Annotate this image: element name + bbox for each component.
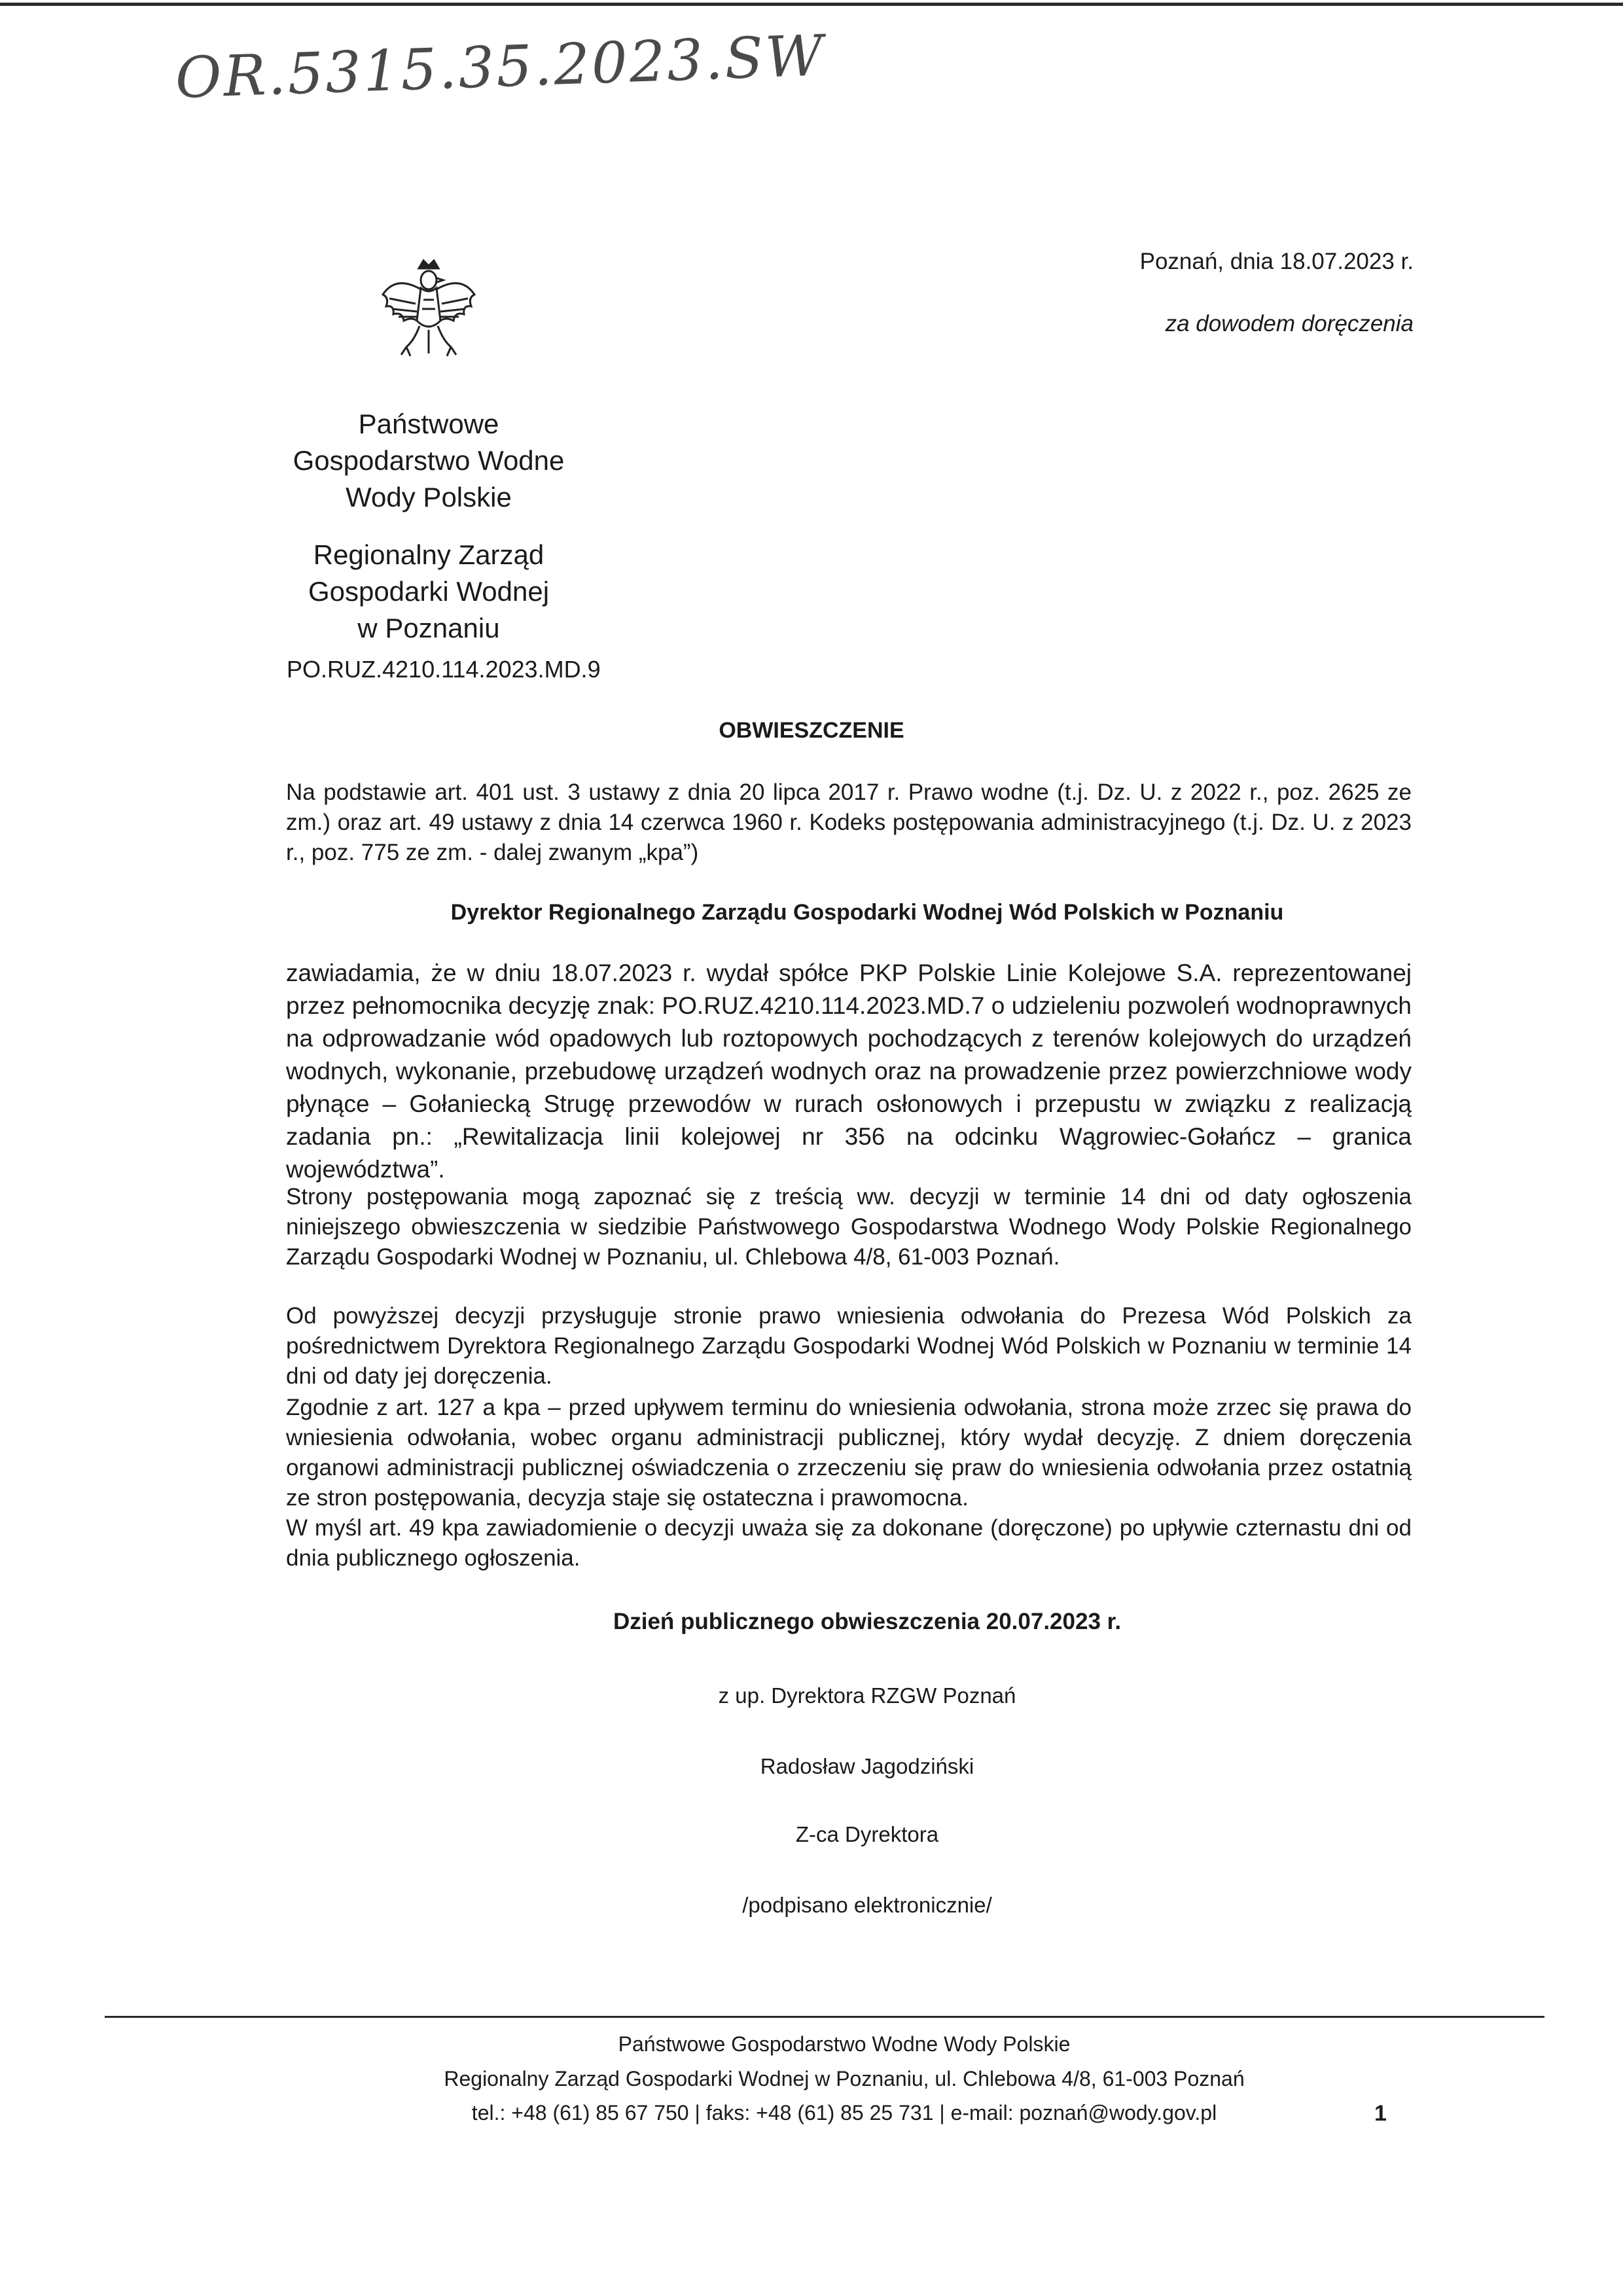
director-heading: Dyrektor Regionalnego Zarządu Gospodarki Wodnej Wód Polskich w Poznaniu — [450, 900, 1284, 925]
footer-address: Regionalny Zarząd Gospodarki Wodnej w Poznaniu, ul. Chlebowa 4/8, 61-003 Poznań — [444, 2067, 1245, 2090]
inspection-paragraph: Strony postępowania mogą zapoznać się z treścią ww. decyzji w terminie 14 dni od daty ogłoszenia niniejszego obwieszczenia w siedzibie Państwowego Gospodarstwa Wodnego Wody Polskie Regionalnego Zarządu Gospodarki Wodnej w Poznaniu, ul. Chlebowa 4/8, 61-003 Poznań. — [286, 1184, 1412, 1270]
org-line-6: w Poznaniu — [357, 613, 500, 643]
org-line-5: Gospodarki Wodnej — [308, 576, 550, 607]
legal-basis-paragraph: Na podstawie art. 401 ust. 3 ustawy z dnia 20 lipca 2017 r. Prawo wodne (t.j. Dz. U. z 2022 r., poz. 2625 ze zm.) oraz art. 49 ustawy z dnia 14 czerwca 1960 r. Kodeks postępowania administracyjnego (t.j. Dz. U. z 2023 r., poz. 775 ze zm. - dalej zwanym „kpa”) — [286, 780, 1412, 865]
document-heading: OBWIESZCZENIE — [719, 718, 904, 743]
footer-divider — [105, 2016, 1544, 2018]
regional-board-block — [265, 537, 592, 647]
org-line-2: Gospodarstwo Wodne — [293, 445, 565, 476]
waiver-paragraph: Zgodnie z art. 127 a kpa – przed upływem terminu do wniesienia odwołania, strona może zrzec się prawa do wniesienia odwołania, wobec organu administracji publicznej, który wydał decyzję. Z dniem doręczenia organowi administracji publicznej oświadczenia o zrzeczeniu się praw do wniesienia odwołania przez ostatnią ze stron postępowania, decyzja staje się ostateczna i prawomocna. — [286, 1395, 1412, 1511]
signatory-name: Radosław Jagodziński — [760, 1754, 974, 1778]
org-line-3: Wody Polskie — [346, 482, 512, 512]
page-number: 1 — [1374, 2101, 1387, 2126]
top-border-line — [0, 3, 1623, 6]
footer-contact: tel.: +48 (61) 85 67 750 | faks: +48 (61) 85 25 731 | e-mail: poznań@wody.gov.pl — [471, 2101, 1217, 2125]
electronic-signature-note: /podpisano elektronicznie/ — [742, 1893, 992, 1917]
handwritten-reference: OR.5315.35.2023.SW — [174, 23, 827, 111]
delivery-rule-paragraph: W myśl art. 49 kpa zawiadomienie o decyzji uważa się za dokonane (doręczone) po upływie czternastu dni od dnia publicznego ogłoszenia. — [286, 1515, 1412, 1571]
case-reference: PO.RUZ.4210.114.2023.MD.9 — [287, 656, 601, 683]
org-line-4: Regionalny Zarząd — [313, 539, 544, 570]
appeal-paragraph: Od powyższej decyzji przysługuje stronie prawo wniesienia odwołania do Prezesa Wód Polskich za pośrednictwem Dyrektora Regionalnego Zarządu Gospodarki Wodnej Wód Polskich w Poznaniu w terminie 14 dni od daty jej doręczenia. — [286, 1303, 1412, 1389]
footer-org: Państwowe Gospodarstwo Wodne Wody Polskie — [618, 2032, 1071, 2056]
public-announcement-date: Dzień publicznego obwieszczenia 20.07.2023 r. — [613, 1609, 1122, 1634]
org-name-block — [265, 406, 592, 516]
decision-notice-paragraph: zawiadamia, że w dniu 18.07.2023 r. wydał spółce PKP Polskie Linie Kolejowe S.A. reprezentowanej przez pełnomocnika decyzję znak: PO.RUZ.4210.114.2023.MD.7 o udzieleniu pozwoleń wodnoprawnych na odprowadzanie wód opadowych lub roztopowych pochodzących z terenów kolejowych do urządzeń wodnych, wykonanie, przebudowę urządzeń wodnych oraz na prowadzenie przez powierzchniowe wody płynące – Gołaniecką Strugę przewodów w rurach osłonowych i przepustu w związku z realizacją zadania pn.: „Rewitalizacja linii kolejowej nr 356 na odcinku Wągrowiec-Gołańcz – granica województwa”. — [286, 960, 1412, 1183]
place-date: Poznań, dnia 18.07.2023 r. — [1139, 249, 1414, 274]
org-line-1: Państwowe — [358, 408, 499, 439]
signature-authority: z up. Dyrektora RZGW Poznań — [718, 1683, 1016, 1708]
signatory-title: Z-ca Dyrektora — [795, 1822, 939, 1846]
delivery-note: za dowodem doręczenia — [1165, 311, 1414, 336]
polish-eagle-emblem-icon — [370, 249, 488, 367]
